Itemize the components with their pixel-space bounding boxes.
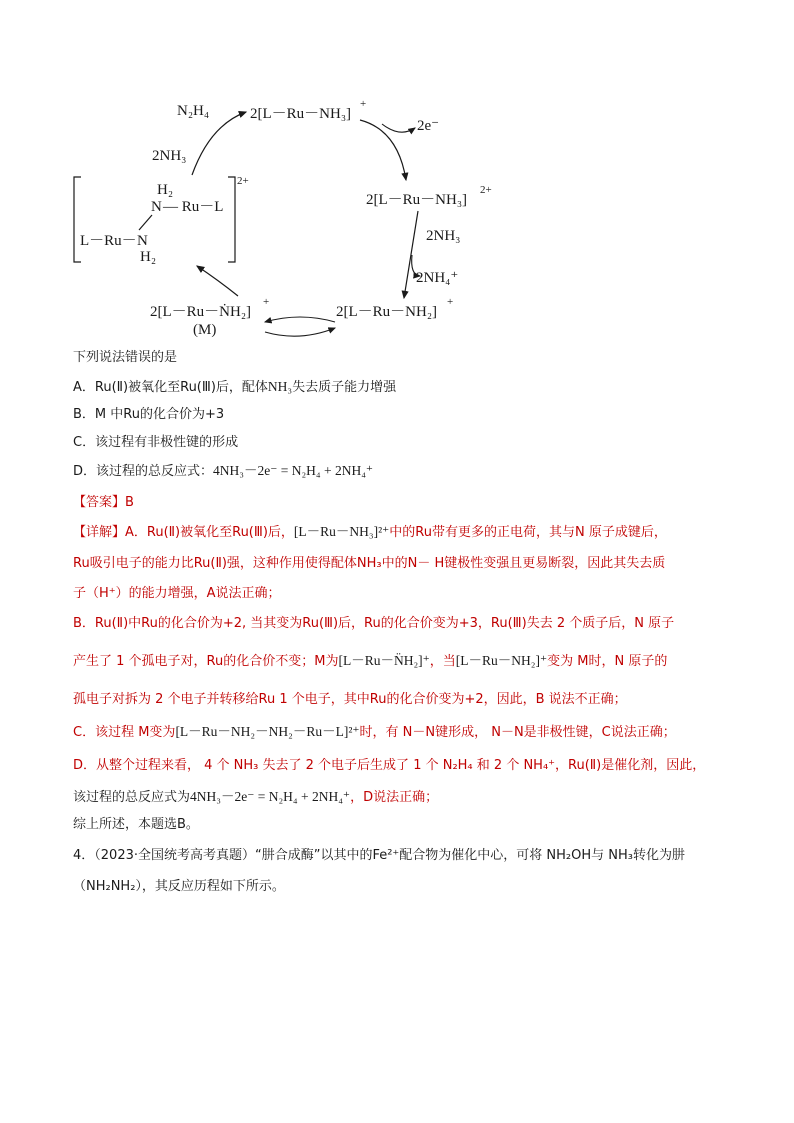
option-c: C．该过程有非极性键的形成 — [73, 435, 239, 450]
detail-l1-complex: [L－Ru－NH₃]²⁺ — [293, 524, 390, 539]
detail-line-1 — [73, 522, 667, 543]
arrow-top-to-right — [360, 120, 406, 180]
detail-l5-m-complex: [L－Ru－N̈H₂]⁺ — [338, 653, 430, 668]
answer-label: 【答案】B — [73, 495, 134, 510]
detail-l1-part-c: 中的Ru带有更多的正电荷，其与N 原子成键后， — [389, 525, 667, 540]
top-complex-charge: + — [360, 98, 367, 110]
dimer-n-bot: N — [137, 233, 148, 249]
dimer-nn-bond — [139, 215, 152, 230]
reaction-cycle-diagram — [60, 80, 520, 350]
arrow-equilibrium-right — [265, 328, 335, 336]
dimer-bracket-left — [74, 177, 81, 262]
next-question-line-2: （NH₂NH₂），其反应历程如下所示。 — [73, 879, 285, 894]
two-nh3-right-label: 2NH₃ — [426, 228, 461, 244]
dimer-charge: 2+ — [237, 175, 249, 187]
question-stem: 下列说法错误的是 — [73, 350, 178, 365]
option-a-prefix: A．Ru(Ⅱ)被氧化至Ru(Ⅲ)后，配体 — [73, 380, 268, 395]
bottom-left-charge: + — [263, 296, 270, 308]
arrow-2e-branch — [382, 124, 415, 132]
option-b: B．M 中Ru的化合价为+3 — [73, 407, 225, 422]
detail-l9-part-c: ，D说法正确； — [350, 790, 439, 805]
detail-line-9 — [73, 787, 438, 808]
arrow-equilibrium-left — [265, 317, 335, 322]
dimer-l-ru: L－Ru－ — [80, 233, 137, 249]
detail-l7-complex: [L－Ru－NH₂－NH₂－Ru－L]²⁺ — [175, 724, 360, 739]
detail-l9-equation: 4NH₃－2e⁻ = N₂H₄ + 2NH₄⁺ — [190, 789, 351, 804]
next-question-line-1: 4．（2023·全国统考高考真题）“肼合成酶”以其中的Fe²⁺配合物为催化中心，可将 NH₂OH与 NH₃转化为肼 — [73, 848, 685, 863]
detail-line-4: B．Ru(Ⅱ)中Ru的化合价为+2, 当其变为Ru(Ⅲ)后，Ru的化合价变为+3，Ru(Ⅲ)失去 2 个质子后，N 原子 — [73, 616, 675, 631]
detail-l7-part-c: 时，有 N－N键形成， N－N是非极性键，C说法正确； — [359, 725, 676, 740]
detail-l9-part-a: 该过程的总反应式为 — [73, 790, 191, 805]
option-a — [73, 377, 396, 398]
detail-line-5 — [73, 651, 667, 672]
dimer-ru-l: — Ru－L — [163, 199, 224, 215]
detail-line-8: D．从整个过程来看， 4 个 NH₃ 失去了 2 个电子后生成了 1 个 N₂H₄ 和 2 个 NH₄⁺，Ru(Ⅱ)是催化剂，因此， — [73, 758, 706, 773]
option-d-prefix: D．该过程的总反应式： — [73, 464, 214, 479]
dimer-h2-top: H₂ — [157, 182, 174, 198]
right-complex: 2[L－Ru－NH₃] — [366, 192, 468, 208]
right-complex-charge: 2+ — [480, 184, 492, 196]
detail-l7-part-a: C．该过程 M变为 — [73, 725, 176, 740]
bottom-left-complex: 2[L－Ru－ṄH₂] — [150, 304, 252, 320]
detail-line-10: 综上所述，本题选B。 — [73, 817, 199, 832]
m-label: (M) — [193, 322, 217, 338]
detail-l5-part-e: 变为 M时，N 原子的 — [547, 654, 668, 669]
two-electron-label: 2e⁻ — [417, 118, 440, 134]
option-a-nh3: NH₃ — [267, 379, 293, 394]
top-complex: 2[L－Ru－NH₃] — [250, 106, 352, 122]
detail-line-6: 孤电子对拆为 2 个电子并转移给Ru 1 个电子，其中Ru的化合价变为+2，因此，B 说法不正确； — [73, 692, 627, 707]
option-d — [73, 461, 373, 482]
dimer-bracket-right — [228, 177, 235, 262]
dimer-n-top: N — [151, 199, 162, 215]
option-a-suffix: 失去质子能力增强 — [292, 380, 397, 395]
option-d-equation: 4NH₃－2e⁻ = N₂H₄ + 2NH₄⁺ — [213, 463, 374, 478]
detail-line-2: Ru吸引电子的能力比Ru(Ⅱ)强，这种作用使得配体NH₃中的N－ H键极性变强且更易断裂，因此其失去质 — [73, 556, 666, 571]
n2h4-label: N₂H₄ — [177, 103, 210, 119]
two-nh3-left-label: 2NH₃ — [152, 148, 187, 164]
bottom-right-charge: + — [447, 296, 454, 308]
detail-line-7 — [73, 722, 676, 743]
detail-l5-complex: [L－Ru－NH₂]⁺ — [455, 653, 548, 668]
arrow-m-to-dimer — [197, 266, 238, 296]
detail-line-3: 子（H⁺）的能力增强，A说法正确； — [73, 586, 281, 601]
dimer-h2-bot: H₂ — [140, 249, 157, 265]
detail-l5-part-c: ，当 — [429, 654, 456, 669]
detail-l1-part-a: 【详解】A．Ru(Ⅱ)被氧化至Ru(Ⅲ)后， — [73, 525, 294, 540]
two-nh4-label: 2NH₄⁺ — [416, 270, 459, 286]
bottom-right-complex: 2[L－Ru－NH₂] — [336, 304, 438, 320]
detail-l5-part-a: 产生了 1 个孤电子对，Ru的化合价不变；M为 — [73, 654, 339, 669]
arrow-dimer-to-top — [192, 112, 246, 175]
